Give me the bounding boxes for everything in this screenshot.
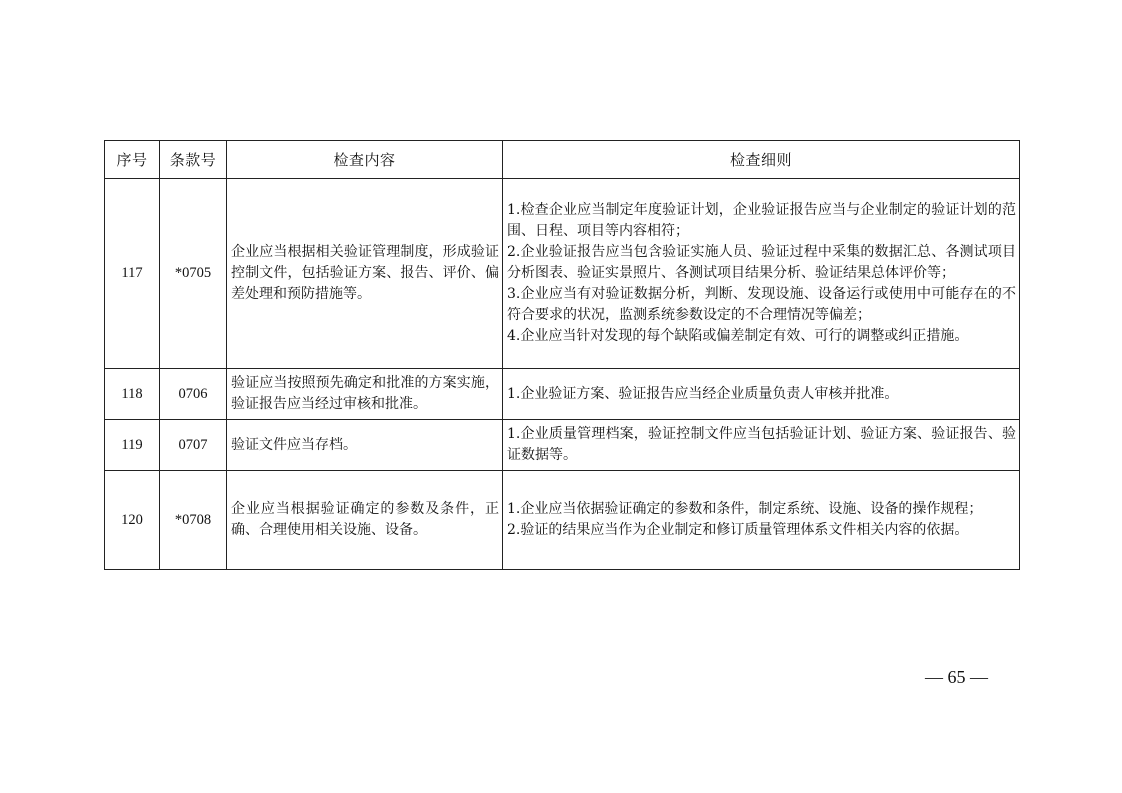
header-seq: 序号 xyxy=(105,141,160,179)
row-clause: *0705 xyxy=(160,179,227,369)
row-details xyxy=(503,471,1020,570)
detail-item: 1.企业应当依据验证确定的参数和条件，制定系统、设施、设备的操作规程； xyxy=(507,501,983,517)
table-header-row xyxy=(105,141,1020,179)
detail-item: 1.企业验证方案、验证报告应当经企业质量负责人审核并批准。 xyxy=(507,385,899,402)
header-content: 检查内容 xyxy=(227,141,503,179)
row-clause: *0708 xyxy=(160,471,227,570)
row-seq: 118 xyxy=(105,369,160,420)
row-content: 验证应当按照预先确定和批准的方案实施，验证报告应当经过审核和批准。 xyxy=(227,369,503,420)
page-number: — 65 — xyxy=(925,667,988,687)
row-content: 验证文件应当存档。 xyxy=(227,420,503,471)
detail-item: 2.验证的结果应当作为企业制定和修订质量管理体系文件相关内容的依据。 xyxy=(507,522,969,538)
detail-item: 1.企业质量管理档案，验证控制文件应当包括验证计划、验证方案、验证报告、验证数据等。 xyxy=(507,426,1016,463)
row-seq: 120 xyxy=(105,471,160,570)
row-details xyxy=(503,369,1020,420)
row-seq: 119 xyxy=(105,420,160,471)
detail-item: 4.企业应当针对发现的每个缺陷或偏差制定有效、可行的调整或纠正措施。 xyxy=(507,328,969,344)
table-row xyxy=(105,369,1020,420)
table-row xyxy=(105,179,1020,369)
detail-item: 2.企业验证报告应当包含验证实施人员、验证过程中采集的数据汇总、各测试项目分析图表、验证实景照片、各测试项目结果分析、验证结果总体评价等； xyxy=(507,244,1016,281)
row-details xyxy=(503,179,1020,369)
row-details xyxy=(503,420,1020,471)
header-details: 检查细则 xyxy=(503,141,1020,179)
table-row xyxy=(105,420,1020,471)
header-clause: 条款号 xyxy=(160,141,227,179)
table-row xyxy=(105,471,1020,570)
row-seq: 117 xyxy=(105,179,160,369)
row-clause: 0706 xyxy=(160,369,227,420)
detail-item: 3.企业应当有对验证数据分析，判断、发现设施、设备运行或使用中可能存在的不符合要求的状况，监测系统参数设定的不合理情况等偏差； xyxy=(507,286,1016,323)
row-content: 企业应当根据相关验证管理制度，形成验证控制文件，包括验证方案、报告、评价、偏差处理和预防措施等。 xyxy=(227,179,503,369)
inspection-table xyxy=(104,140,1020,570)
row-clause: 0707 xyxy=(160,420,227,471)
detail-item: 1.检查企业应当制定年度验证计划，企业验证报告应当与企业制定的验证计划的范围、日程、项目等内容相符； xyxy=(507,202,1016,239)
row-content: 企业应当根据验证确定的参数及条件，正确、合理使用相关设施、设备。 xyxy=(227,471,503,570)
